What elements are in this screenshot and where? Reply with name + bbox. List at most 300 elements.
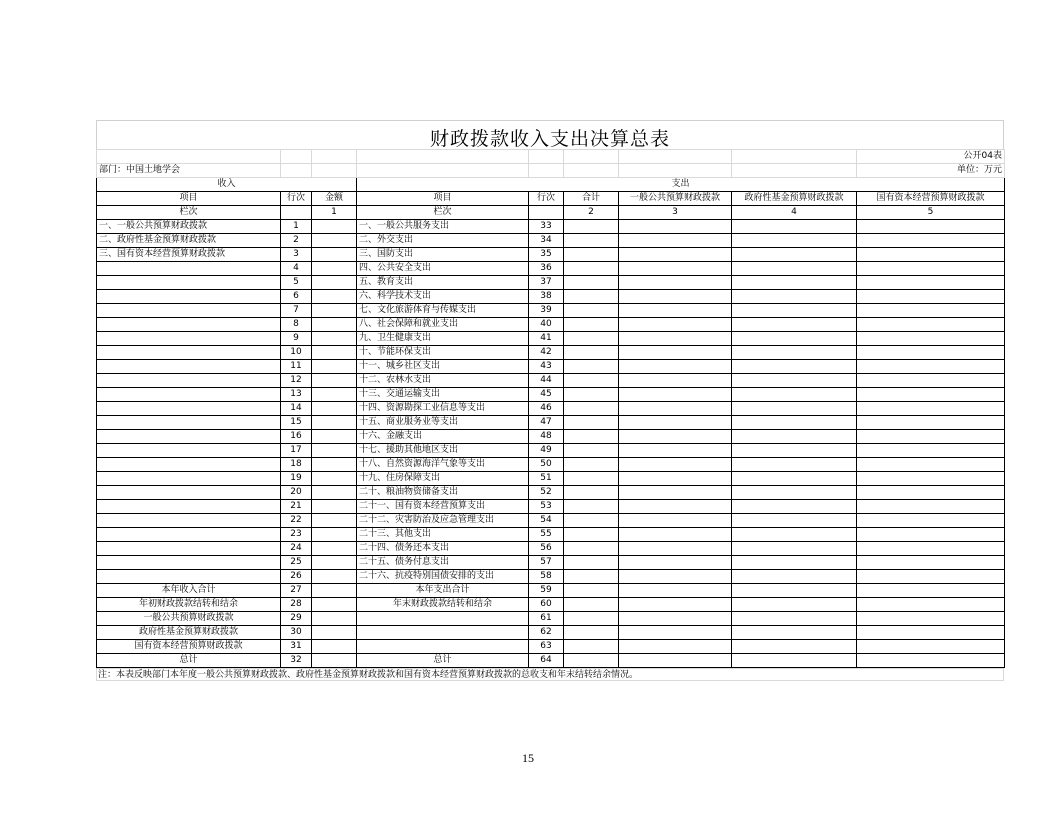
income-line-no: 8 [281, 318, 312, 332]
income-item [97, 486, 281, 500]
income-item: 二、政府性基金预算财政拨款 [97, 234, 281, 248]
expense-item: 十八、自然资源海洋气象等支出 [357, 458, 529, 472]
expense-gov-fund [732, 500, 857, 514]
expense-item: 十五、商业服务业等支出 [357, 416, 529, 430]
expense-item: 一、一般公共服务支出 [357, 220, 529, 234]
header-total: 合计 [564, 192, 619, 206]
unit-label: 单位：万元 [857, 164, 1005, 178]
income-line-no: 7 [281, 304, 312, 318]
table-row [97, 528, 1005, 542]
income-item [97, 570, 281, 584]
income-line-no: 6 [281, 290, 312, 304]
expense-item: 十二、农林水支出 [357, 374, 529, 388]
expense-state-capital [857, 318, 1005, 332]
income-amount [312, 542, 357, 556]
column-number: 1 [312, 206, 357, 220]
expense-general-budget [619, 612, 732, 626]
expense-line-no: 38 [529, 290, 564, 304]
expense-total [564, 262, 619, 276]
table-row [97, 332, 1005, 346]
income-line-no: 16 [281, 430, 312, 444]
income-amount [312, 486, 357, 500]
income-amount [312, 318, 357, 332]
income-item [97, 388, 281, 402]
expense-item: 九、卫生健康支出 [357, 332, 529, 346]
code-row [97, 150, 1005, 164]
income-line-no: 10 [281, 346, 312, 360]
header-expense-line-no: 行次 [529, 192, 564, 206]
expense-line-no: 60 [529, 598, 564, 612]
table-row [97, 444, 1005, 458]
income-amount [312, 654, 357, 668]
table-row [97, 234, 1005, 248]
column-number: 3 [619, 206, 732, 220]
income-line-no: 29 [281, 612, 312, 626]
table-row [97, 346, 1005, 360]
expense-gov-fund [732, 444, 857, 458]
expense-gov-fund [732, 402, 857, 416]
income-line-no: 17 [281, 444, 312, 458]
page-number: 15 [522, 751, 534, 765]
income-line-no: 12 [281, 374, 312, 388]
income-line-no: 27 [281, 584, 312, 598]
table-row [97, 570, 1005, 584]
column-number: 2 [564, 206, 619, 220]
expense-gov-fund [732, 626, 857, 640]
expense-line-no: 42 [529, 346, 564, 360]
income-item: 年初财政拨款结转和结余 [97, 598, 281, 612]
table-row [97, 584, 1005, 598]
expense-item: 年末财政拨款结转和结余 [357, 598, 529, 612]
expense-line-no: 53 [529, 500, 564, 514]
expense-item: 六、科学技术支出 [357, 290, 529, 304]
expense-state-capital [857, 500, 1005, 514]
income-column-no-label: 栏次 [97, 206, 281, 220]
expense-item: 八、社会保障和就业支出 [357, 318, 529, 332]
expense-line-no: 59 [529, 584, 564, 598]
expense-general-budget [619, 584, 732, 598]
expense-total [564, 318, 619, 332]
expense-general-budget [619, 318, 732, 332]
expense-gov-fund [732, 556, 857, 570]
income-item [97, 556, 281, 570]
expense-state-capital [857, 332, 1005, 346]
expense-gov-fund [732, 514, 857, 528]
income-amount [312, 388, 357, 402]
department-row [97, 164, 1005, 178]
expense-gov-fund [732, 290, 857, 304]
expense-total [564, 528, 619, 542]
expense-state-capital [857, 528, 1005, 542]
income-item: 三、国有资本经营预算财政拨款 [97, 248, 281, 262]
expense-general-budget [619, 346, 732, 360]
expense-item [357, 626, 529, 640]
income-line-no: 20 [281, 486, 312, 500]
expense-state-capital [857, 626, 1005, 640]
expense-gov-fund [732, 388, 857, 402]
income-line-no: 3 [281, 248, 312, 262]
expense-total [564, 388, 619, 402]
income-line-no: 23 [281, 528, 312, 542]
income-amount [312, 528, 357, 542]
expense-total [564, 332, 619, 346]
table-row [97, 304, 1005, 318]
income-item [97, 262, 281, 276]
column-number: 5 [857, 206, 1005, 220]
expense-total [564, 654, 619, 668]
expense-total [564, 234, 619, 248]
expense-total [564, 584, 619, 598]
table-row [97, 640, 1005, 654]
expense-general-budget [619, 556, 732, 570]
expense-state-capital [857, 262, 1005, 276]
income-amount [312, 640, 357, 654]
table-row [97, 626, 1005, 640]
expense-total [564, 458, 619, 472]
expense-line-no: 58 [529, 570, 564, 584]
table-code: 公开04表 [857, 150, 1005, 164]
income-item [97, 514, 281, 528]
expense-gov-fund [732, 220, 857, 234]
expense-general-budget [619, 486, 732, 500]
expense-general-budget [619, 654, 732, 668]
income-item: 本年收入合计 [97, 584, 281, 598]
expense-gov-fund [732, 458, 857, 472]
income-item [97, 290, 281, 304]
income-amount [312, 332, 357, 346]
header-gov-fund: 政府性基金预算财政拨款 [732, 192, 857, 206]
table-row [97, 612, 1005, 626]
expense-line-no: 46 [529, 402, 564, 416]
expense-state-capital [857, 402, 1005, 416]
income-amount [312, 444, 357, 458]
column-number-row [97, 206, 1005, 220]
expense-gov-fund [732, 262, 857, 276]
expense-state-capital [857, 598, 1005, 612]
expense-gov-fund [732, 346, 857, 360]
expense-total [564, 304, 619, 318]
table-row [97, 220, 1005, 234]
table-row [97, 262, 1005, 276]
income-line-no: 31 [281, 640, 312, 654]
income-item [97, 276, 281, 290]
income-item [97, 332, 281, 346]
expense-line-no: 34 [529, 234, 564, 248]
expense-total [564, 556, 619, 570]
expense-total [564, 514, 619, 528]
expense-item: 三、国防支出 [357, 248, 529, 262]
expense-total [564, 416, 619, 430]
expense-state-capital [857, 486, 1005, 500]
expense-item: 二十六、抗疫特别国债安排的支出 [357, 570, 529, 584]
income-section-header: 收入 [97, 178, 357, 192]
expense-general-budget [619, 514, 732, 528]
expense-state-capital [857, 584, 1005, 598]
table-row [97, 388, 1005, 402]
income-line-no: 13 [281, 388, 312, 402]
expense-item: 二十一、国有资本经营预算支出 [357, 500, 529, 514]
expense-total [564, 276, 619, 290]
income-amount [312, 514, 357, 528]
expense-state-capital [857, 430, 1005, 444]
expense-state-capital [857, 220, 1005, 234]
expense-gov-fund [732, 528, 857, 542]
expense-total [564, 220, 619, 234]
expense-general-budget [619, 416, 732, 430]
income-item [97, 472, 281, 486]
expense-item: 总计 [357, 654, 529, 668]
income-line-no: 32 [281, 654, 312, 668]
income-line-no: 18 [281, 458, 312, 472]
expense-line-no: 43 [529, 360, 564, 374]
expense-item [357, 612, 529, 626]
expense-gov-fund [732, 416, 857, 430]
expense-item: 十四、资源勘探工业信息等支出 [357, 402, 529, 416]
expense-total [564, 402, 619, 416]
expense-item: 十六、金融支出 [357, 430, 529, 444]
expense-gov-fund [732, 304, 857, 318]
expense-section-header: 支出 [357, 178, 1005, 192]
income-item: 总计 [97, 654, 281, 668]
income-amount [312, 626, 357, 640]
expense-state-capital [857, 374, 1005, 388]
expense-total [564, 486, 619, 500]
expense-line-no: 54 [529, 514, 564, 528]
expense-general-budget [619, 640, 732, 654]
income-amount [312, 584, 357, 598]
expense-general-budget [619, 458, 732, 472]
expense-general-budget [619, 542, 732, 556]
expense-total [564, 612, 619, 626]
income-item [97, 346, 281, 360]
expense-total [564, 626, 619, 640]
expense-state-capital [857, 346, 1005, 360]
expense-item: 五、教育支出 [357, 276, 529, 290]
expense-general-budget [619, 626, 732, 640]
header-general-budget: 一般公共预算财政拨款 [619, 192, 732, 206]
expense-item: 十九、住房保障支出 [357, 472, 529, 486]
expense-gov-fund [732, 598, 857, 612]
income-amount [312, 612, 357, 626]
expense-gov-fund [732, 318, 857, 332]
income-amount [312, 262, 357, 276]
expense-line-no: 64 [529, 654, 564, 668]
income-line-no: 26 [281, 570, 312, 584]
expense-state-capital [857, 234, 1005, 248]
expense-total [564, 374, 619, 388]
table-row [97, 556, 1005, 570]
expense-general-budget [619, 388, 732, 402]
expense-general-budget [619, 402, 732, 416]
column-number: 4 [732, 206, 857, 220]
income-item [97, 500, 281, 514]
income-amount [312, 290, 357, 304]
income-line-no: 15 [281, 416, 312, 430]
expense-line-no: 52 [529, 486, 564, 500]
expense-item: 二十二、灾害防治及应急管理支出 [357, 514, 529, 528]
expense-total [564, 472, 619, 486]
expense-total [564, 598, 619, 612]
income-line-no: 14 [281, 402, 312, 416]
table-row [97, 458, 1005, 472]
table-row [97, 486, 1005, 500]
expense-general-budget [619, 234, 732, 248]
header-amount: 金额 [312, 192, 357, 206]
expense-general-budget [619, 304, 732, 318]
expense-state-capital [857, 556, 1005, 570]
expense-state-capital [857, 654, 1005, 668]
income-amount [312, 234, 357, 248]
income-amount [312, 304, 357, 318]
income-amount [312, 570, 357, 584]
expense-general-budget [619, 570, 732, 584]
expense-state-capital [857, 444, 1005, 458]
expense-total [564, 444, 619, 458]
income-amount [312, 556, 357, 570]
expense-state-capital [857, 570, 1005, 584]
expense-general-budget [619, 374, 732, 388]
expense-general-budget [619, 262, 732, 276]
income-item: 一般公共预算财政拨款 [97, 612, 281, 626]
income-item: 国有资本经营预算财政拨款 [97, 640, 281, 654]
expense-state-capital [857, 248, 1005, 262]
expense-gov-fund [732, 374, 857, 388]
table-row [97, 360, 1005, 374]
table-row [97, 276, 1005, 290]
table-row [97, 248, 1005, 262]
income-amount [312, 500, 357, 514]
expense-general-budget [619, 444, 732, 458]
income-amount [312, 430, 357, 444]
income-line-no: 22 [281, 514, 312, 528]
income-line-no: 30 [281, 626, 312, 640]
expense-item: 本年支出合计 [357, 584, 529, 598]
expense-item: 四、公共安全支出 [357, 262, 529, 276]
table-row [97, 374, 1005, 388]
income-line-no: 21 [281, 500, 312, 514]
expense-line-no: 40 [529, 318, 564, 332]
income-item [97, 444, 281, 458]
expense-state-capital [857, 276, 1005, 290]
expense-gov-fund [732, 612, 857, 626]
expense-state-capital [857, 458, 1005, 472]
income-item: 一、一般公共预算财政拨款 [97, 220, 281, 234]
table-body [97, 150, 1005, 668]
expense-general-budget [619, 332, 732, 346]
expense-total [564, 290, 619, 304]
expense-item: 十三、交通运输支出 [357, 388, 529, 402]
expense-gov-fund [732, 332, 857, 346]
expense-line-no: 36 [529, 262, 564, 276]
expense-state-capital [857, 290, 1005, 304]
table-row [97, 416, 1005, 430]
income-amount [312, 598, 357, 612]
expense-line-no: 44 [529, 374, 564, 388]
budget-table [96, 149, 1005, 668]
table-note: 注：本表反映部门本年度一般公共预算财政拨款、政府性基金预算财政拨款和国有资本经营预算财政拨款的总收支和年末结转结余情况。 [96, 668, 1004, 681]
expense-total [564, 570, 619, 584]
expense-line-no: 35 [529, 248, 564, 262]
expense-general-budget [619, 360, 732, 374]
header-income-line-no: 行次 [281, 192, 312, 206]
expense-state-capital [857, 304, 1005, 318]
expense-gov-fund [732, 584, 857, 598]
title-row [96, 120, 1004, 149]
income-item: 政府性基金预算财政拨款 [97, 626, 281, 640]
income-line-no: 5 [281, 276, 312, 290]
expense-total [564, 430, 619, 444]
expense-state-capital [857, 514, 1005, 528]
income-line-no: 9 [281, 332, 312, 346]
expense-total [564, 248, 619, 262]
expense-state-capital [857, 612, 1005, 626]
expense-total [564, 500, 619, 514]
expense-state-capital [857, 416, 1005, 430]
expense-general-budget [619, 248, 732, 262]
income-amount [312, 374, 357, 388]
expense-total [564, 360, 619, 374]
expense-gov-fund [732, 360, 857, 374]
expense-general-budget [619, 290, 732, 304]
expense-item [357, 640, 529, 654]
expense-line-no: 63 [529, 640, 564, 654]
expense-line-no: 51 [529, 472, 564, 486]
expense-gov-fund [732, 654, 857, 668]
header-expense-item: 项目 [357, 192, 529, 206]
expense-state-capital [857, 640, 1005, 654]
income-item [97, 528, 281, 542]
income-line-no: 24 [281, 542, 312, 556]
expense-gov-fund [732, 486, 857, 500]
expense-gov-fund [732, 248, 857, 262]
page-title: 财政拨款收入支出决算总表 [429, 128, 670, 150]
table-row [97, 318, 1005, 332]
income-amount [312, 276, 357, 290]
table-row [97, 598, 1005, 612]
expense-general-budget [619, 500, 732, 514]
table-row [97, 500, 1005, 514]
expense-general-budget [619, 430, 732, 444]
income-item [97, 458, 281, 472]
table-row [97, 472, 1005, 486]
income-item [97, 542, 281, 556]
expense-line-no: 62 [529, 626, 564, 640]
expense-total [564, 542, 619, 556]
expense-gov-fund [732, 542, 857, 556]
table-row [97, 514, 1005, 528]
income-line-no: 4 [281, 262, 312, 276]
expense-state-capital [857, 360, 1005, 374]
expense-general-budget [619, 220, 732, 234]
table-row [97, 654, 1005, 668]
expense-general-budget [619, 528, 732, 542]
expense-general-budget [619, 472, 732, 486]
expense-line-no: 33 [529, 220, 564, 234]
table-row [97, 542, 1005, 556]
expense-state-capital [857, 388, 1005, 402]
expense-line-no: 47 [529, 416, 564, 430]
expense-general-budget [619, 276, 732, 290]
income-amount [312, 458, 357, 472]
expense-gov-fund [732, 472, 857, 486]
expense-line-no: 41 [529, 332, 564, 346]
department-label: 部门：中国土地学会 [97, 164, 281, 178]
income-line-no: 19 [281, 472, 312, 486]
income-item [97, 374, 281, 388]
income-line-no: 25 [281, 556, 312, 570]
expense-line-no: 45 [529, 388, 564, 402]
expense-line-no: 48 [529, 430, 564, 444]
